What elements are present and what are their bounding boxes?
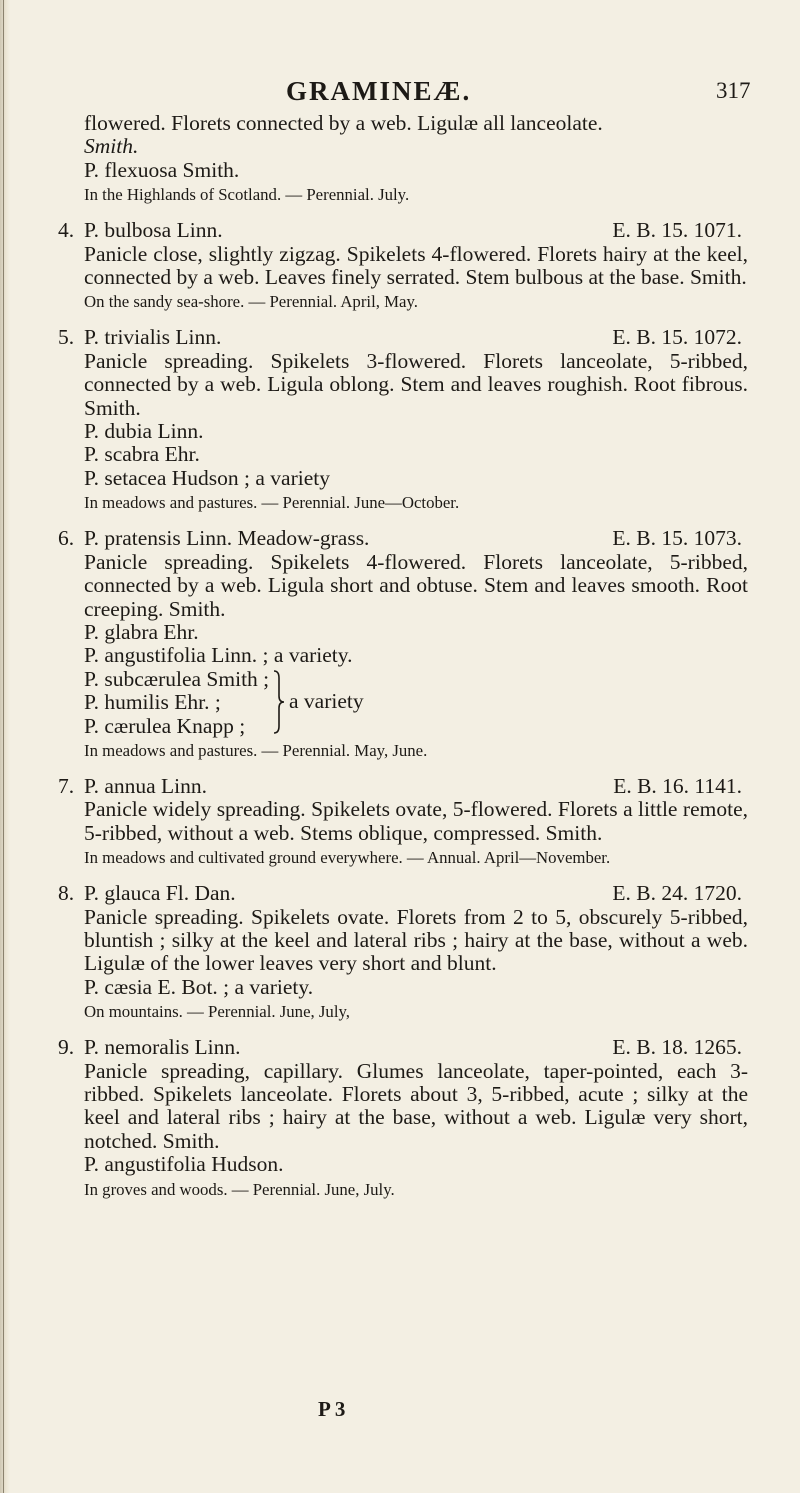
species-description: Panicle widely spreading. Spikelets ovate, 5-flowered. Florets a little remote, 5-ribbed, without a web. Stems oblique, compressed. Smith. (84, 797, 748, 845)
running-head: GRAMINEÆ. (286, 76, 472, 106)
intro-block (58, 112, 748, 205)
intro-line: flowered. Florets connected by a web. Ligulæ all lanceolate. (84, 111, 603, 135)
species-habitat: In groves and woods. — Perennial. June, July. (84, 1179, 395, 1199)
species-description: Panicle spreading. Spikelets 4-flowered. Florets lanceolate, 5-ribbed, connected by a web. Ligula short and obtuse. Stem and leaves smooth. Root creeping. Smith. (84, 549, 748, 621)
brace-note: a variety (289, 689, 364, 714)
synonym: P. glabra Ehr. (84, 619, 199, 644)
page-header (0, 76, 800, 116)
plate-reference: E. B. 15. 1072. (612, 325, 742, 350)
entry-heading (58, 775, 748, 798)
entry-number: 9. (58, 1035, 75, 1060)
synonym: P. dubia Linn. (84, 419, 204, 444)
species-name: P. annua Linn. (84, 773, 208, 798)
synonym: P. humilis Ehr. ; (84, 690, 221, 715)
synonym: P. scabra Ehr. (84, 442, 200, 467)
page-body (58, 112, 748, 1200)
entry-heading (58, 527, 748, 550)
synonym: P. setacea Hudson ; a variety (84, 465, 330, 490)
entry-heading (58, 219, 748, 242)
plate-reference: E. B. 24. 1720. (612, 881, 742, 906)
intro-authority: Smith. (84, 134, 139, 159)
species-description: Panicle close, slightly zigzag. Spikelets 4-flowered. Florets hairy at the keel, connected by a web. Leaves finely serrated. Stem bulbous at the base. Smith. (84, 241, 748, 290)
intro-habitat: In the Highlands of Scotland. — Perennial. July. (84, 185, 410, 205)
signature-mark: P 3 (318, 1397, 346, 1421)
species-habitat: On the sandy sea-shore. — Perennial. April, May. (84, 292, 418, 312)
braced-synonym-group (58, 668, 748, 738)
species-entry-annua (58, 775, 748, 868)
page-binding-line (3, 0, 4, 1493)
page-number: 317 (716, 78, 751, 103)
entry-heading (58, 326, 748, 349)
species-habitat: On mountains. — Perennial. June, July, (84, 1002, 350, 1022)
entry-number: 6. (58, 526, 75, 551)
species-entry-pratensis (58, 527, 748, 761)
species-name: P. pratensis Linn. Meadow-grass. (84, 526, 370, 551)
species-name: P. trivialis Linn. (84, 325, 222, 350)
page-binding-edge (0, 0, 10, 1493)
plate-reference: E. B. 15. 1073. (612, 526, 742, 551)
species-entry-bulbosa (58, 219, 748, 312)
synonym: P. angustifolia Hudson. (84, 1152, 284, 1177)
synonym: P. angustifolia Linn. ; a variety. (84, 643, 353, 668)
species-name: P. nemoralis Linn. (84, 1035, 241, 1060)
species-description: Panicle spreading, capillary. Glumes lanceolate, taper-pointed, each 3-ribbed. Spikelets lanceolate. Florets about 3, 5-ribbed, acute ; silky at the keel and lateral ribs ; hairy at the base, without a web. Ligulæ very short, notched. Smith. (84, 1058, 748, 1153)
entry-number: 7. (58, 773, 75, 798)
synonym: P. subcærulea Smith ; (84, 666, 270, 691)
species-name: P. bulbosa Linn. (84, 218, 223, 243)
entry-heading (58, 1036, 748, 1059)
species-name: P. glauca Fl. Dan. (84, 881, 236, 906)
species-habitat: In meadows and pastures. — Perennial. June—October. (84, 493, 460, 513)
species-habitat: In meadows and pastures. — Perennial. May, June. (84, 740, 428, 760)
species-entry-trivialis (58, 326, 748, 513)
species-description: Panicle spreading. Spikelets 3-flowered. Florets lanceolate, 5-ribbed, connected by a web. Ligula oblong. Stem and leaves roughish. Root fibrous. Smith. (84, 348, 748, 420)
synonym: P. cæsia E. Bot. ; a variety. (84, 974, 314, 999)
entry-number: 4. (58, 218, 75, 243)
species-description: Panicle spreading. Spikelets ovate. Florets from 2 to 5, obscurely 5-ribbed, bluntish ; silky at the keel and lateral ribs ; hairy at the base, without a web. Ligulæ of the lower leaves very short and blunt. (84, 904, 748, 976)
intro-synonym: P. flexuosa Smith. (84, 157, 240, 182)
plate-reference: E. B. 15. 1071. (612, 218, 742, 243)
plate-reference: E. B. 16. 1141. (613, 773, 742, 798)
species-entry-glauca (58, 882, 748, 1022)
synonym: P. cærulea Knapp ; (84, 713, 246, 738)
plate-reference: E. B. 18. 1265. (612, 1035, 742, 1060)
entry-number: 5. (58, 325, 75, 350)
species-habitat: In meadows and cultivated ground everywhere. — Annual. April—November. (84, 848, 611, 868)
species-entry-nemoralis (58, 1036, 748, 1199)
curly-brace-icon (273, 670, 285, 734)
entry-number: 8. (58, 881, 75, 906)
entry-heading (58, 882, 748, 905)
